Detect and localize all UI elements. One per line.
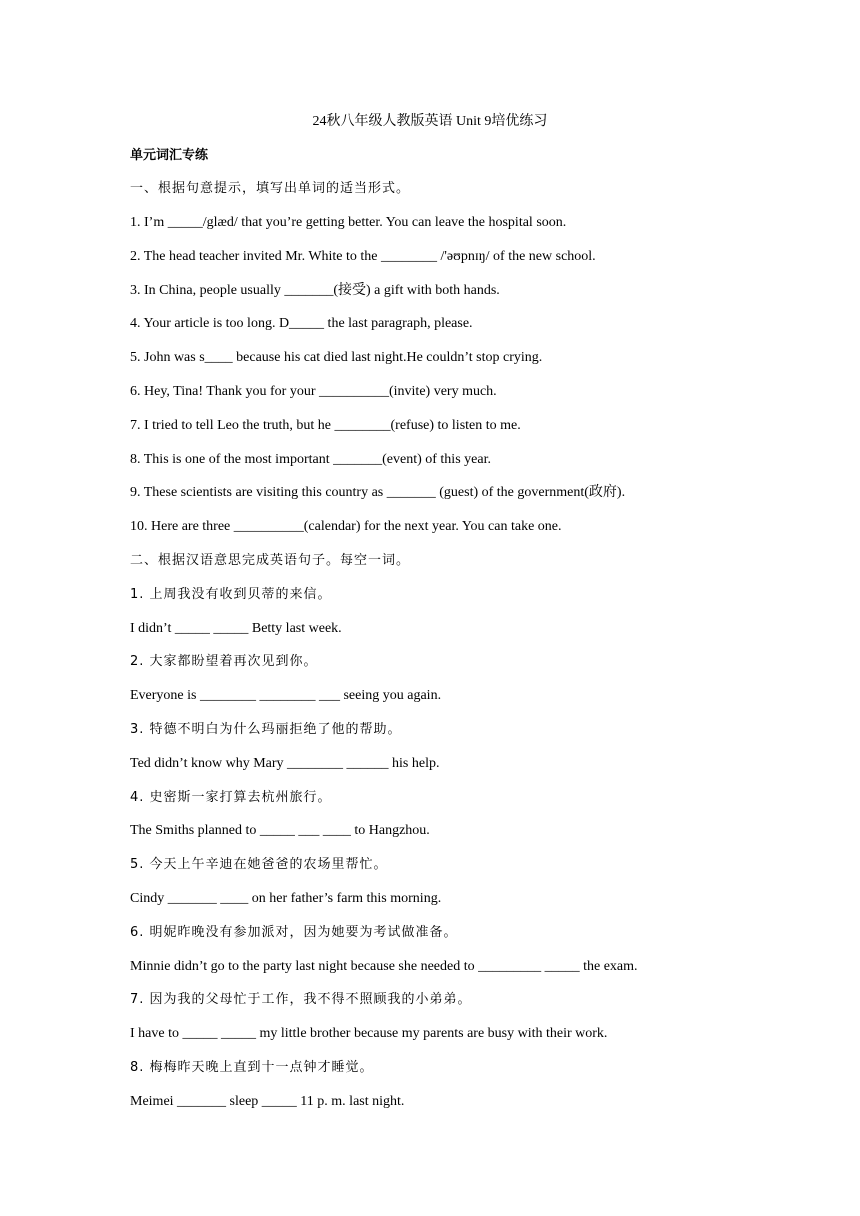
part1-item: 8. This is one of the most important _______(event) of this year. (130, 452, 491, 467)
part2-item-chinese: 3. 特德不明白为什么玛丽拒绝了他的帮助。 (130, 722, 402, 737)
part1-item: 2. The head teacher invited Mr. White to the ________ /'əʊpnɪŋ/ of the new school. (130, 249, 596, 264)
section-heading: 单元词汇专练 (130, 148, 209, 163)
part2-item-chinese: 5. 今天上午辛迪在她爸爸的农场里帮忙。 (130, 857, 388, 872)
part2-item-chinese: 2. 大家都盼望着再次见到你。 (130, 654, 318, 669)
part1-item: 9. These scientists are visiting this country as _______ (guest) of the government(政府). (130, 485, 626, 500)
part2-item-chinese: 1. 上周我没有收到贝蒂的来信。 (130, 587, 332, 602)
part2-item-english: I didn’t _____ _____ Betty last week. (130, 621, 342, 636)
part2-item-chinese: 6. 明妮昨晚没有参加派对，因为她要为考试做准备。 (130, 925, 458, 940)
part1-item: 3. In China, people usually _______(接受) a gift with both hands. (130, 283, 500, 298)
part1-item: 7. I tried to tell Leo the truth, but he ________(refuse) to listen to me. (130, 418, 521, 433)
part2-item-chinese: 4. 史密斯一家打算去杭州旅行。 (130, 790, 332, 805)
part2-item-english: Everyone is ________ ________ ___ seeing you again. (130, 688, 442, 703)
part2-item-english: The Smiths planned to _____ ___ ____ to Hangzhou. (130, 823, 430, 838)
part2-instruction: 二、根据汉语意思完成英语句子。每空一词。 (130, 553, 411, 568)
part2-item-english: Minnie didn’t go to the party last night because she needed to _________ _____ the exam. (130, 959, 638, 974)
part2-item-chinese: 7. 因为我的父母忙于工作，我不得不照顾我的小弟弟。 (130, 992, 472, 1007)
part2-item-english: I have to _____ _____ my little brother because my parents are busy with their work. (130, 1026, 608, 1041)
part1-item: 1. I’m _____/glæd/ that you’re getting better. You can leave the hospital soon. (130, 215, 567, 230)
part1-item: 4. Your article is too long. D_____ the last paragraph, please. (130, 316, 473, 331)
part2-item-english: Cindy _______ ____ on her father’s farm this morning. (130, 891, 442, 906)
part2-item-chinese: 8. 梅梅昨天晚上直到十一点钟才睡觉。 (130, 1060, 374, 1075)
part1-item: 10. Here are three __________(calendar) for the next year. You can take one. (130, 519, 562, 534)
part1-item: 5. John was s____ because his cat died last night.He couldn’t stop crying. (130, 350, 543, 365)
part2-item-english: Ted didn’t know why Mary ________ ______ his help. (130, 756, 440, 771)
part1-instruction: 一、根据句意提示，填写出单词的适当形式。 (130, 181, 411, 196)
part1-item: 6. Hey, Tina! Thank you for your __________(invite) very much. (130, 384, 497, 399)
part2-item-english: Meimei _______ sleep _____ 11 p. m. last night. (130, 1094, 405, 1109)
page-title: 24秋八年级人教版英语 Unit 9培优练习 (312, 114, 548, 129)
